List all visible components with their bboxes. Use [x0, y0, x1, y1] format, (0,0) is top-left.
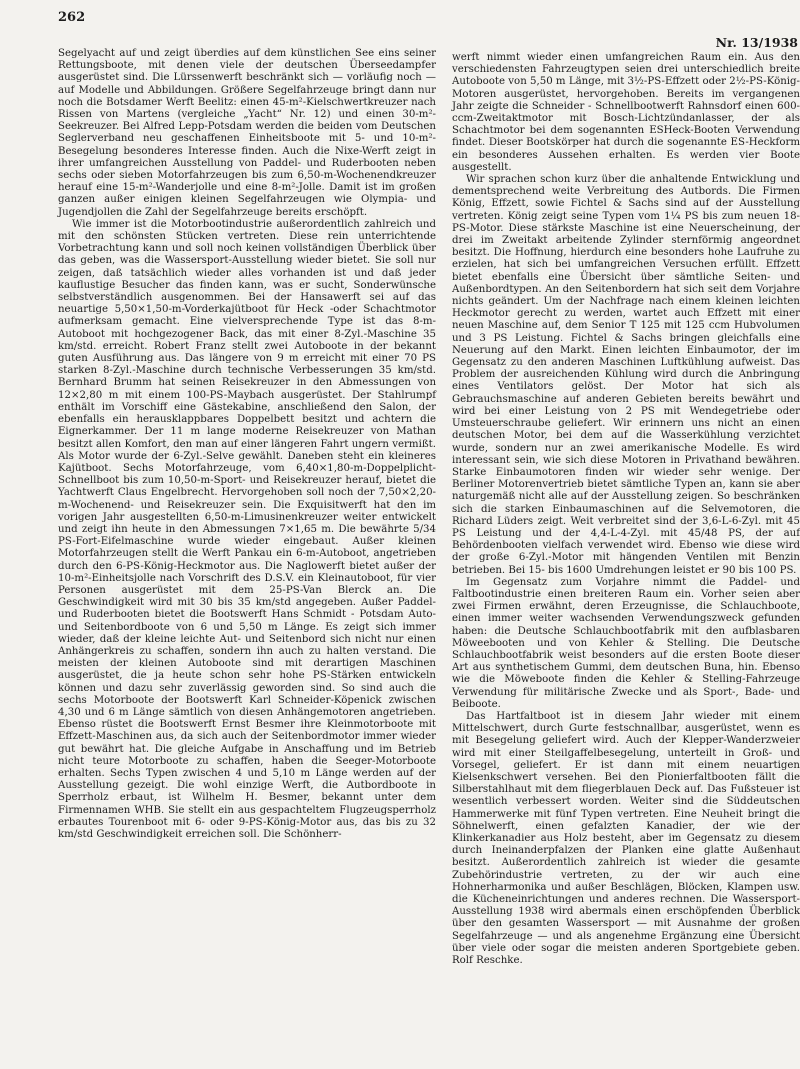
paragraph: Wie immer ist die Motorbootindustrie außerordentlich zahlreich und mit den schönsten Stücken vertreten. Diese rein unterrichtende Vorbetrachtung kann und soll noch keinen vollständigen Überblick über das geben, was die Wassersport-Ausstellung wieder bietet. Sie soll nur zeigen, daß tatsächlich wieder alles vorhanden ist und daß jeder kauflustige Besucher das finden kann, was er sucht, Sonderwünsche selbstverständlich ausgenommen. Bei der Hansawerft sei auf das neuartige 5,50×1,50-m-Vorderkajütboot für Heck -oder Schachtmotor aufmerksam gemacht. Eine vielversprechende Type ist das 8-m-Autoboot mit hochgezogener Back, das mit einer 8-Zyl.-Maschine 35 km/std. erreicht. Robert Franz stellt zwei Autoboote in der bekannt guten Ausführung aus. Das längere von 9 m erreicht mit einer 70 PS starken 8-Zyl.-Maschine durch technische Verbesserungen 35 km/std. Bernhard Brumm hat seinen Reisekreuzer in den Abmessungen von 12×2,80 m mit einem 100-PS-Maybach ausgerüstet. Der Stahlrumpf enthält im Vorschiff eine Gästekabine, anschließend den Salon, der ebenfalls ein herausklappbares Doppelbett besitzt und achtern die Eignerkammer. Der 11 m lange moderne Reisekreuzer von Mathan besitzt allen Komfort, den man auf einer längeren Fahrt ungern vermißt. Als Motor wurde der 6-Zyl.-Selve gewählt. Daneben steht ein kleineres Kajütboot. Sechs Motorfahrzeuge, vom 6,40×1,80-m-Doppelplicht-Schnellboot bis zum 10,50-m-Sport- und Reisekreuzer herauf, bietet die Yachtwerft Claus Engelbrecht. Hervorgehoben soll noch der 7,50×2,20-m-Wochenend- und Reisekreuzer sein. Die Exquisitwerft hat den im vorigen Jahr ausgestellten 6,50-m-Limusinenkreuzer weiter entwickelt und zeigt ihn heute in den Abmessungen 7×1,65 m. Die bewährte 5/34 PS-Fort-Eifelmaschine wurde wieder eingebaut. Außer kleinen Motorfahrzeugen stellt die Werft Pankau ein 6-m-Autoboot, angetrieben durch den 6-PS-König-Heckmotor aus. Die Naglowerft bietet außer der 10-m²-Einheitsjolle nach Vorschrift des D.S.V. ein Kleinautoboot, für vier Personen ausgerüstet mit dem 25-PS-Van Blerck an. Die Geschwindigkeit wird mit 30 bis 35 km/std angegeben. Außer Paddel- und Ruderbooten bietet die Bootswerft Hans Schmidt - Potsdam Auto- und Seitenbordboote von 6 und 5,50 m Länge. Es zeigt sich immer wieder, daß der kleine leichte Aut- und Seitenbord sich nicht nur einen Anhängerkreis zu schaffen, sondern ihn auch zu halten verstand. Die meisten der kleinen Autoboote sind mit derartigen Maschinen ausgerüstet, die ja heute schon sehr hohe PS-Stärken entwickeln können und dazu sehr zuverlässig geworden sind. So sind auch die sechs Motorboote der Bootswerft Karl Schneider-Köpenick zwischen 4,30 und 6 m Länge sämtlich von diesen Anhängemotoren angetrieben. Ebenso rüstet die Bootswerft Ernst Besmer ihre Kleinmotorboote mit Effzett-Maschinen aus, da sich auch der Seitenbordmotor immer wieder gut bewährt hat. Die gleiche Aufgabe in Anschaffung und im Betrieb nicht teure Motorboote zu schaffen, haben die Seeger-Motorboote erhalten. Sechs Typen zwischen 4 und 5,10 m Länge werden auf der Ausstellung gezeigt. Die wohl einzige Werft, die Autbordboote in Sperrholz erbaut, ist Wilhelm H. Besmer, bekannt unter dem Firmennamen WHB. Sie stellt ein aus gespachteltem Flugzeugsperrholz erbautes Tourenboot mit 6- oder 9-PS-König-Motor aus, das bis zu 32 km/std Geschwindigkeit erreichen soll. Die Schönherr-	[58, 218, 436, 840]
paragraph: Das Hartfaltboot ist in diesem Jahr wieder mit einem Mittelschwert, durch Gurte festschnallbar, ausgerüstet, wenn es mit Besegelung geliefert wird. Auch der Klepper-Wanderzweier wird mit einer Steilgaffelbesegelung, unterteilt in Groß- und Vorsegel, geliefert. Er ist dann mit einem neuartigen Kielsenkschwert versehen. Bei den Pionierfaltbooten fällt die Silberstahlhaut mit dem fliegerblauen Deck auf. Das Fußsteuer ist wesentlich verbessert worden. Weiter sind die Süddeutschen Hammerwerke mit fünf Typen vertreten. Eine Neuheit bringt die Söhnelwerft, einen gefalzten Kanadier, der wie der Klinkerkanadier aus Holz besteht, aber im Gegensatz zu diesem durch Ineinanderpfalzen der Planken eine glatte Außenhaut besitzt. Außerordentlich zahlreich ist wieder die gesamte Zubehörindustrie vertreten, zu der wir auch eine Hohnerharmonika und außer Beschlägen, Blöcken, Klampen usw. die Kücheneinrichtungen und anderes rechnen. Die Wassersport-Ausstellung 1938 wird abermals einen erschöpfenden Überblick über den gesamten Wassersport — mit Ausnahme der großen Segelfahrzeuge — und als angenehme Ergänzung eine Übersicht über viele oder sogar die meisten anderen Sportgebiete geben. Rolf Reschke.	[452, 710, 800, 967]
paragraph: Wir sprachen schon kurz über die anhaltende Entwicklung und dementsprechend weite Verbreitung des Autbords. Die Firmen König, Effzett, sowie Fichtel & Sachs sind auf der Ausstellung vertreten. König zeigt seine Typen vom 1¼ PS bis zum neuen 18-PS-Motor. Diese stärkste Maschine ist eine Neuerscheinung, der drei im Zweitakt arbeitende Zylinder sternförmig angeordnet besitzt. Die Hoffnung, hierdurch eine besonders hohe Laufruhe zu erzielen, hat sich bei umfangreichen Versuchen erfüllt. Effzett bietet ebenfalls eine Übersicht über sämtliche Seiten- und Außenbordtypen. An den Seitenbordern hat sich seit dem Vorjahre nichts geändert. Um der Nachfrage nach einem kleinen leichten Heckmotor gerecht zu werden, wartet auch Effzett mit einer neuen Maschine auf, dem Senior T 125 mit 125 ccm Hubvolumen und 3 PS Leistung. Fichtel & Sachs bringen gleichfalls eine Neuerung auf den Markt. Einen leichten Einbaumotor, der im Gegensatz zu den anderen Maschinen Luftkühlung aufweist. Das Problem der ausreichenden Kühlung wird durch die Anbringung eines Ventilators gelöst. Der Motor hat sich als Gebrauchsmaschine auf anderen Gebieten bereits bewährt und wird bei einer Leistung von 2 PS mit Wendegetriebe oder Umsteuerschraube geliefert. Wir erinnern uns nicht an einen deutschen Motor, bei dem auf die Wasserkühlung verzichtet wurde, sondern nur an zwei amerikanische Modelle. Es wird interessant sein, wie sich diese Motoren in Privathand bewähren. Starke Einbaumotoren finden wir wieder sehr wenige. Der Berliner Motorenvertrieb bietet sämtliche Typen an, kann sie aber naturgemäß nicht alle auf der Ausstellung zeigen. So beschränken sich die starken Einbaumaschinen auf die Selvemotoren, die Richard Lüders zeigt. Weit verbreitet sind der 3,6-L-6-Zyl. mit 45 PS Leistung und der 4,4-L-4-Zyl. mit 45/48 PS, der auf Behördenbooten vielfach verwendet wird. Ebenso wie diese wird der große 6-Zyl.-Motor mit hängenden Ventilen mit Benzin betrieben. Bei 15- bis 1600 Umdrehungen leistet er 90 bis 100 PS.	[452, 174, 800, 576]
left-text-column	[58, 48, 436, 841]
right-text-column	[452, 52, 800, 967]
paragraph: Segelyacht auf und zeigt überdies auf dem künstlichen See eins seiner Rettungsboote, mit denen viele der deutschen Überseedampfer ausgerüstet sind. Die Lürssenwerft beschränkt sich — vorläufig noch — auf Modelle und Abbildungen. Größere Segelfahrzeuge bringt dann nur noch die Botsdamer Werft Beelitz: einen 45-m²-Kielschwertkreuzer nach Rissen von Martens (vergleiche „Yacht“ Nr. 12) und einen 30-m²-Seekreuzer. Bei Alfred Lepp-Potsdam werden die beiden vom Deutschen Seglerverband neu geschaffenen Einheitsboote mit 5- und 10-m²-Besegelung besonderes Interesse finden. Auch die Nixe-Werft zeigt in ihrer umfangreichen Ausstellung von Paddel- und Ruderbooten neben sechs oder sieben Motorfahrzeugen bis zum 6,50-m-Wochenendkreuzer herauf eine 15-m²-Wanderjolle und eine 8-m²-Jolle. Damit ist im großen ganzen außer einigen kleinen Segelfahrzeugen wie Olympia- und Jugendjollen die Zahl der Segelfahrzeuge bereits erschöpft.	[58, 48, 436, 218]
issue-number: Nr. 13/1938	[715, 35, 798, 50]
page-number: 262	[58, 10, 86, 25]
paragraph: Im Gegensatz zum Vorjahre nimmt die Paddel- und Faltbootindustrie einen breiteren Raum ein. Vorher seien aber zwei Firmen erwähnt, deren Erzeugnisse, die Schlauchboote, einen immer weiter wachsenden Verwendungszweck gefunden haben: die Deutsche Schlauchbootfabrik mit den aufblasbaren Möweebooten und von Kehler & Stelling. Die Deutsche Schlauchbootfabrik weist besonders auf die ersten Boote dieser Art aus synthetischem Gummi, dem deutschen Buna, hin. Ebenso wie die Möweboote finden die Kehler & Stelling-Fahrzeuge Verwendung für militärische Zwecke und als Sport-, Bade- und Beiboote.	[452, 576, 800, 710]
paragraph: werft nimmt wieder einen umfangreichen Raum ein. Aus den verschiedensten Fahrzeugtypen seien drei unterschiedlich breite Autoboote von 5,50 m Länge, mit 3½-PS-Effzett oder 2½-PS-König-Motoren ausgerüstet, hervorgehoben. Bereits im vergangenen Jahr zeigte die Schneider - Schnellbootwerft Rahnsdorf einen 600-ccm-Zweitaktmotor mit Bosch-Lichtzündanlasser, der als Schachtmotor bei dem sogenannten ESHeck-Booten Verwendung findet. Dieser Bootskörper hat durch die sogenannte ES-Heckform ein besonderes Aussehen erhalten. Es werden vier Boote ausgestellt.	[452, 52, 800, 173]
